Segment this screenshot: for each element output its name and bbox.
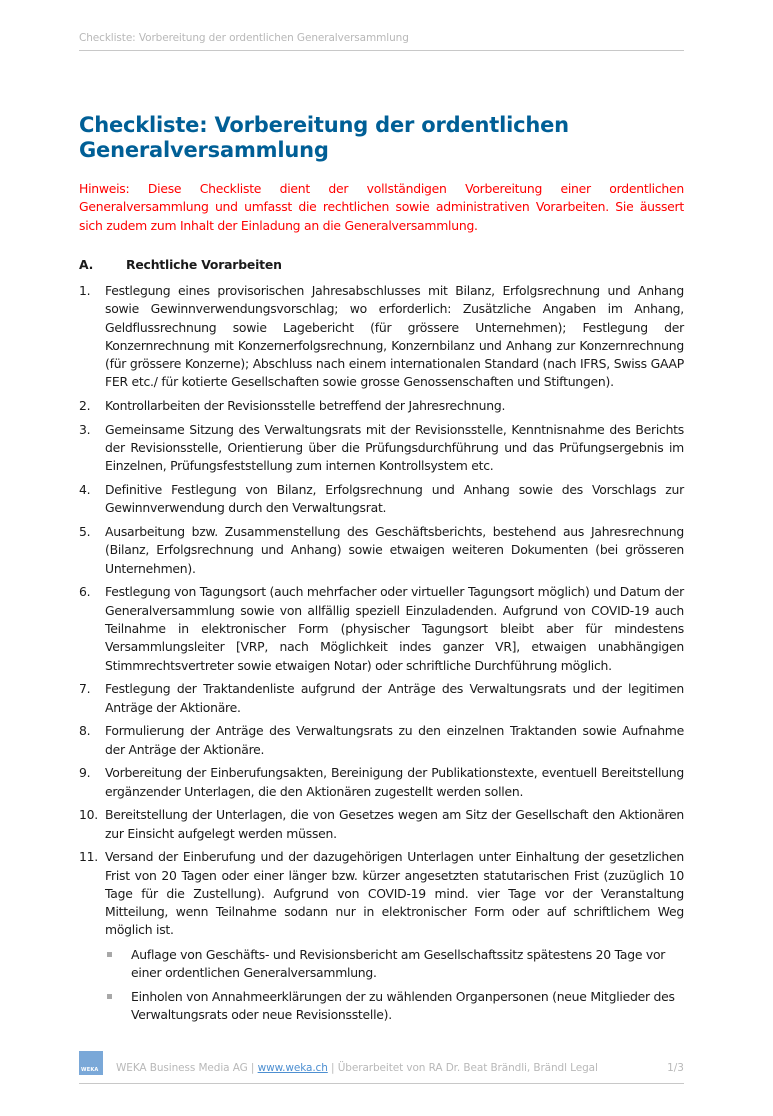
item-number: 3. [79, 421, 91, 437]
item-number: 11. [79, 849, 98, 865]
item-number: 8. [79, 723, 91, 739]
checklist-item [79, 764, 684, 801]
checklist-item [79, 523, 684, 578]
item-text: Gemeinsame Sitzung des Verwaltungsrats mit der Revisionsstelle, Kenntnisnahme des Berichts der Revisionsstelle, Orientierung über die Prüfungsdurchführung und das Prüfungsergebnis im Einzelnen, Prüfungsfeststellung zum internen Kontrollsystem etc. [105, 421, 684, 474]
checklist-item [79, 806, 684, 843]
sub-checklist [105, 946, 684, 1025]
footer-divider [79, 1083, 684, 1084]
document-page [79, 0, 684, 1116]
item-number: 2. [79, 398, 91, 414]
logo-text: WEKA [81, 1067, 99, 1073]
item-text: Festlegung der Traktandenliste aufgrund der Anträge des Verwaltungsrats und der legitimen Anträge der Aktionäre. [105, 681, 684, 715]
checklist-item [79, 421, 684, 476]
page-footer [79, 1051, 684, 1077]
footer-company: WEKA Business Media AG [116, 1062, 248, 1074]
item-text: Ausarbeitung bzw. Zusammenstellung des Geschäftsberichts, bestehend aus Jahresrechnung (Bilanz, Erfolgsrechnung und Anhang) sowie etwaigen weiteren Dokumenten (bei grösseren Unternehmen). [105, 524, 684, 576]
item-number: 9. [79, 765, 91, 781]
item-number: 7. [79, 681, 91, 697]
item-number: 10. [79, 807, 98, 823]
item-text: Definitive Festlegung von Bilanz, Erfolgsrechnung und Anhang sowie des Vorschlags zur Gewinnverwendung durch den Verwaltungsrat. [105, 482, 684, 516]
item-text: Formulierung der Anträge des Verwaltungsrats zu den einzelnen Traktanden sowie Aufnahme der Anträge der Aktionäre. [105, 723, 684, 757]
item-text: Kontrollarbeiten der Revisionsstelle betreffend der Jahresrechnung. [105, 398, 506, 414]
checklist-item [79, 680, 684, 717]
section-heading [79, 256, 684, 274]
item-number: 4. [79, 482, 91, 498]
hint-note: Hinweis: Diese Checkliste dient der vollständigen Vorbereitung einer ordentlichen Generalversammlung und umfasst die rechtlichen sowie administrativen Vorarbeiten. Sie äussert sich zudem zum Inhalt der Einladung an die Generalversammlung. [79, 181, 684, 233]
section-letter: A. [79, 257, 94, 272]
footer-separator: | [327, 1062, 338, 1074]
item-number: 1. [79, 283, 91, 298]
running-header: Checkliste: Vorbereitung der ordentlichen Generalversammlung [79, 32, 409, 44]
footer-website-link[interactable]: www.weka.ch [257, 1062, 328, 1074]
square-bullet-icon [107, 994, 112, 999]
checklist-item [79, 722, 684, 759]
checklist-item [79, 282, 684, 392]
section-title: Rechtliche Vorarbeiten [126, 257, 282, 272]
footer-revised-by: Überarbeitet von RA Dr. Beat Brändli, Brändl Legal [337, 1062, 598, 1074]
item-number: 6. [79, 584, 91, 600]
checklist-item [79, 481, 684, 518]
item-text: Versand der Einberufung und der dazugehörigen Unterlagen unter Einhaltung der gesetzlichen Frist von 20 Tagen oder einer länger bzw. kürzer angesetzten statutarischen Frist (zuzüglich 10 Tage für die Zustellung). Aufgrund von COVID-19 mind. vier Tage vor der Veranstaltung Mitteilung, wenn Teilnahme sodann nur in elektronischer Form oder auf schriftlichem Weg möglich ist. [105, 849, 684, 938]
checklist-item [79, 583, 684, 674]
square-bullet-icon [107, 952, 112, 957]
item-text: Festlegung von Tagungsort (auch mehrfacher oder virtueller Tagungsort möglich) und Datum der Generalversammlung sowie von allfällig speziell Einzuladenden. Aufgrund von COVID-19 auch Teilnahme in elektronischer Form (physischer Tagungsort bleibt aber für mindestens Versammlungsleiter [VRP, nach Möglichkeit indes ganzer VR], etwaigen unabhängigen Stimmrechtsvertreter sowie etwaigen Notar) oder schriftliche Durchführung möglich. [105, 584, 684, 673]
sub-item-text: Auflage von Geschäfts- und Revisionsbericht am Gesellschaftssitz spätestens 20 Tage vor einer ordentlichen Generalversammlung. [131, 946, 666, 980]
checklist-item [79, 397, 684, 415]
sub-checklist-item [105, 988, 684, 1025]
header-divider [79, 50, 684, 51]
sub-checklist-item [105, 946, 684, 983]
item-number: 5. [79, 524, 91, 540]
page-number: 1/3 [667, 1062, 684, 1074]
item-text: Festlegung eines provisorischen Jahresabschlusses mit Bilanz, Erfolgsrechnung und Anhang sowie Gewinnverwendungsvorschlag; wo erforderlich: Zusätzliche Angaben im Anhang, Geldflussrechnung sowie Lagebericht (für grössere Unternehmen); Festlegung der Konzernrechnung mit Konzernerfolgsrechnung, Konzernbilanz und Anhang zur Konzernrechnung (für grössere Konzerne); Abschluss nach einem internationalen Standard (nach IFRS, Swiss GAAP FER etc./ für kotierte Gesellschaften sowie grosse Genossenschaften und Stiftungen). [105, 283, 684, 390]
checklist [79, 282, 684, 1030]
page-title: Checkliste: Vorbereitung der ordentlichen Generalversammlung [79, 113, 569, 162]
item-text: Vorbereitung der Einberufungsakten, Bereinigung der Publikationstexte, eventuell Bereitstellung ergänzender Unterlagen, die den Aktionären zugestellt werden sollen. [105, 765, 684, 799]
footer-separator: | [247, 1062, 258, 1074]
item-text: Bereitstellung der Unterlagen, die von Gesetzes wegen am Sitz der Gesellschaft den Aktionären zur Einsicht aufgelegt werden müssen. [105, 807, 684, 841]
weka-logo-icon [79, 1051, 103, 1075]
sub-item-text: Einholen von Annahmeerklärungen der zu wählenden Organpersonen (neue Mitglieder des Verwaltungsrats oder neue Revisionsstelle). [131, 988, 675, 1022]
footer-text [116, 1062, 598, 1074]
checklist-item [79, 848, 684, 1024]
